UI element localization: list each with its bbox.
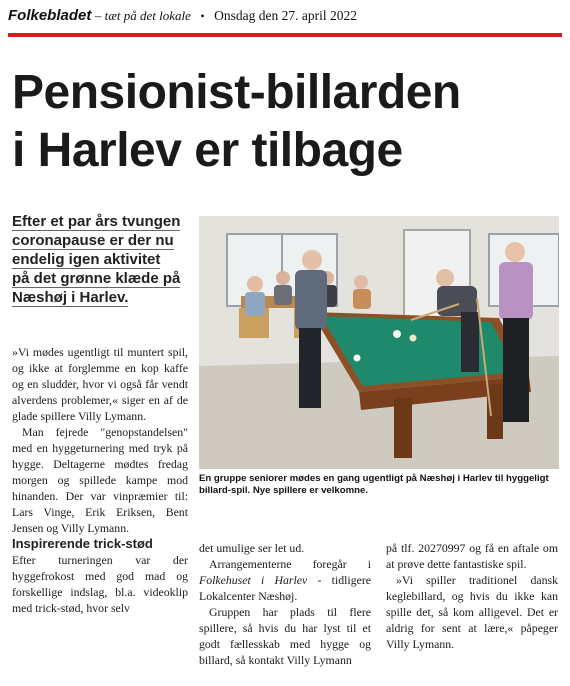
lead-paragraph (12, 212, 188, 307)
body-paragraph: »Vi mødes ugentligt til muntert spil, og ikke at forglemme en kop kaffe og en sludder, hvor vi også får vendt alverdens problemer,« siger en af de glade spillere Villy Lymann. (12, 345, 188, 423)
venue-name: Folkehuset i Harlev (199, 573, 308, 587)
separator-dot: • (200, 9, 205, 23)
article-headline (12, 64, 562, 180)
issue-date: Onsdag den 27. april 2022 (214, 8, 357, 23)
subheading: Inspirerende trick-stød (12, 536, 153, 551)
body-paragraph: det umulige ser let ud. (199, 541, 305, 555)
lead-line: coronapause er der nu (12, 232, 174, 249)
masthead-divider (8, 33, 562, 37)
billiards-players-photo (199, 216, 559, 469)
photo-caption: En gruppe seniorer mødes en gang ugentligt på Næshøj i Harlev til hyggeligt billard-spil. Nye spillere er velkomne. (199, 473, 549, 496)
body-column-2 (199, 540, 371, 668)
article-photo (199, 216, 559, 469)
masthead (8, 6, 568, 26)
text-run: Arrangementerne foregår i (209, 557, 371, 571)
lead-line: Efter et par års tvungen (12, 213, 181, 230)
body-column-3 (386, 540, 558, 652)
body-paragraph: Efter turneringen var der hyggefrokost med god mad og forskellige indslag, bl.a. videoklip med trick-stød, hvor selv (12, 553, 188, 615)
lead-line: på det grønne klæde på (12, 270, 181, 287)
body-paragraph: på tlf. 20270997 og få en aftale om at prøve dette fantastiske spil. (386, 541, 558, 571)
body-paragraph: Man fejrede "genopstandelsen" med en hyggeturnering med tryk på hygge. Deltagerne mødtes fredag morgen og spillede kampe mod hinanden. Der var vinpræmier til: Lars Vinge, Erik Eriksen, Bent Jensen og Villy Lymann. (12, 425, 188, 535)
body-paragraph: »Vi spiller traditionel dansk keglebillard, og hvis du ikke kan spille det, så kom alligevel. Det er aldrig for sent at lære,« påpeger Villy Lymann. (386, 573, 558, 651)
newspaper-name: Folkebladet (8, 7, 92, 24)
lead-line: endelig igen aktivitet (12, 251, 161, 268)
headline-line-2: i Harlev er tilbage (12, 124, 403, 177)
body-column-1 (12, 344, 188, 616)
body-paragraph (199, 556, 371, 604)
body-paragraph: Gruppen har plads til flere spillere, så hvis du har lyst til et godt fællesskab med hygge og billard, så kontakt Villy Lymann (199, 605, 371, 667)
text-run: - tidligere Lokalcenter Næshøj. (199, 573, 371, 603)
lead-line: Næshøj i Harlev. (12, 289, 129, 306)
tagline: – tæt på det lokale (94, 8, 191, 23)
headline-line-1: Pensionist-billarden (12, 66, 461, 119)
